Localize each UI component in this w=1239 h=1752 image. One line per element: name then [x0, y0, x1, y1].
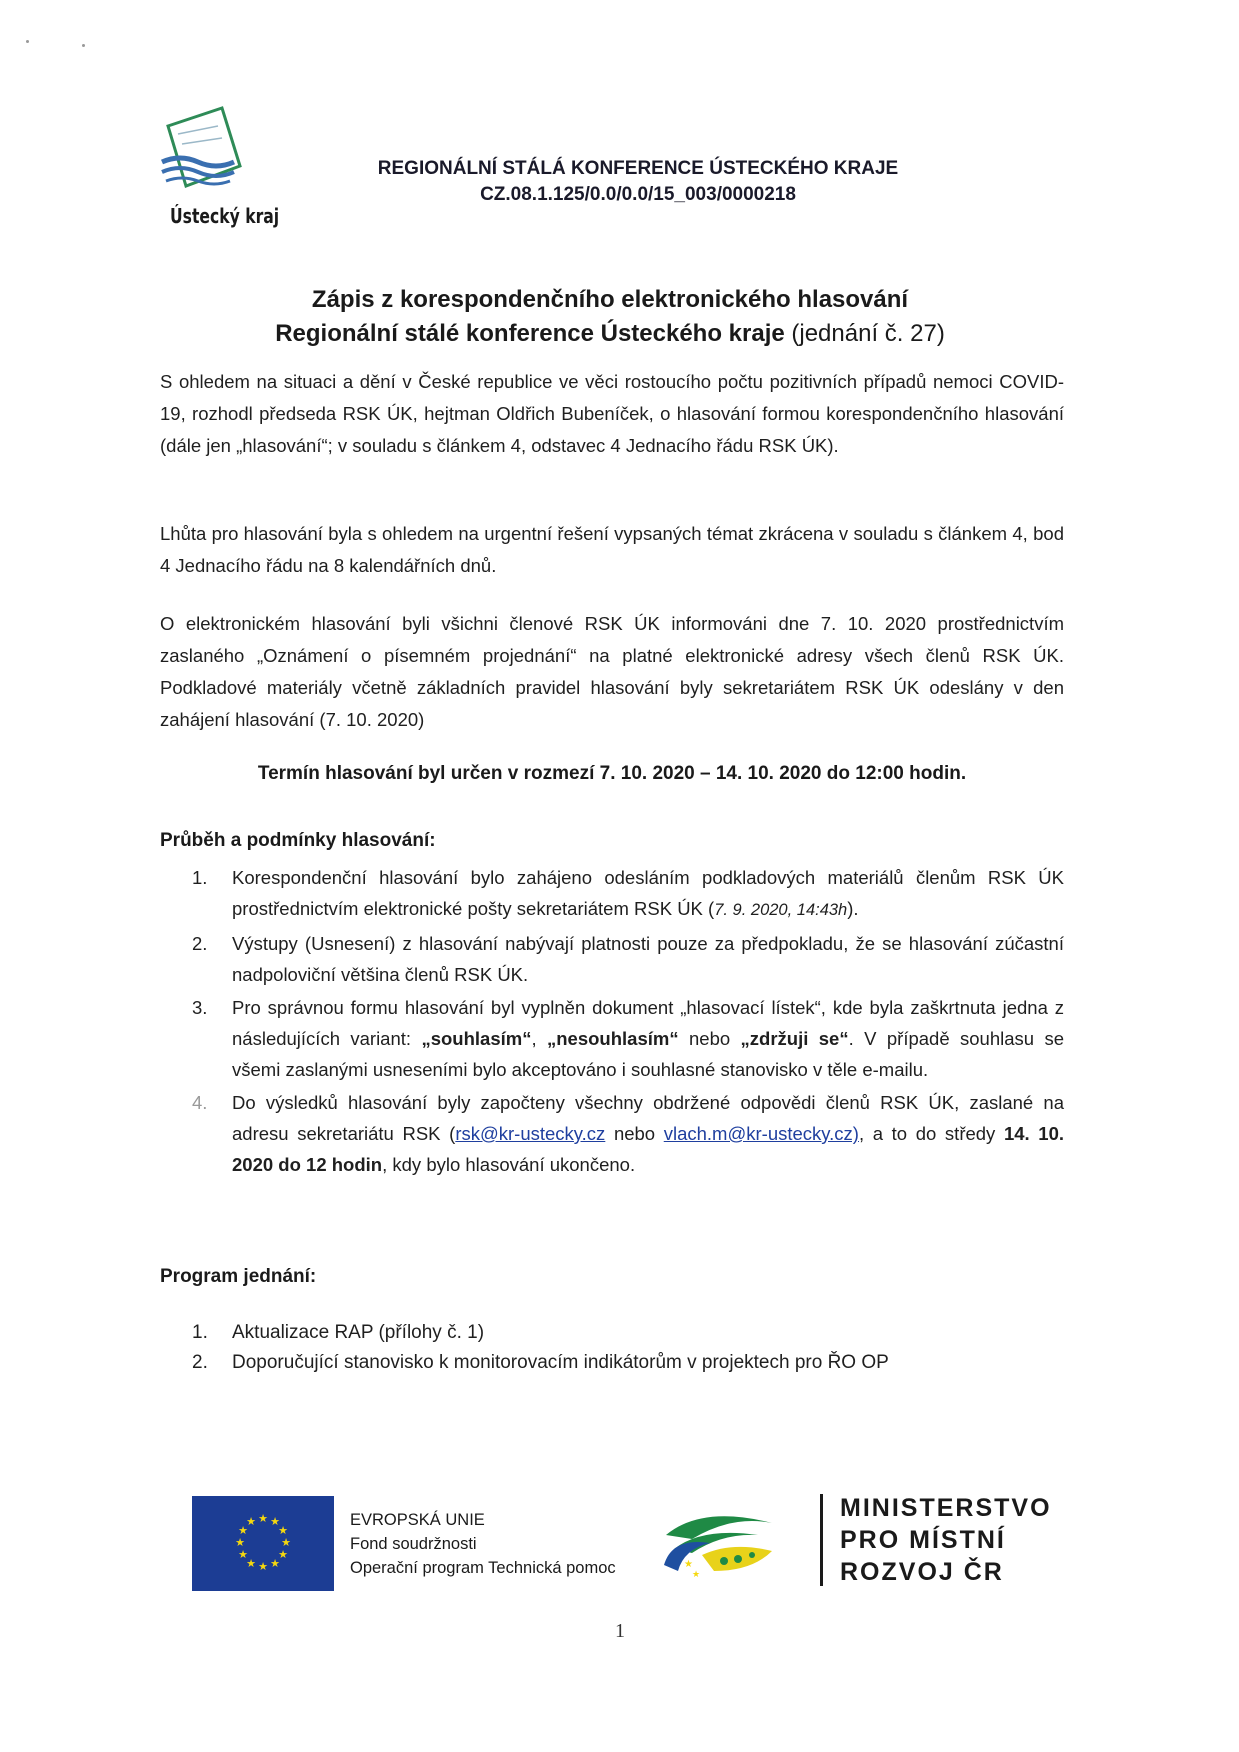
svg-text:★: ★: [278, 1548, 288, 1561]
svg-text:★: ★: [246, 1515, 256, 1528]
program-heading: Program jednání:: [160, 1266, 317, 1287]
svg-text:★: ★: [684, 1559, 693, 1570]
list-number: 1.: [192, 1322, 208, 1343]
paragraph-intro: S ohledem na situaci a dění v České republice ve věci rostoucího počtu pozitivních případů nemoci COVID-19, rozhodl předseda RSK ÚK, hejtman Oldřich Bubeníček, o hlasování formou korespondenčního hlasování (dále jen „hlasování“; v souladu s článkem 4, odstavec 4 Jednacího řádu RSK ÚK).: [160, 371, 1064, 456]
list-number: 4.: [192, 1092, 208, 1113]
region-logo: [160, 104, 290, 244]
option-agree: „souhlasím“: [421, 1028, 532, 1049]
eu-stars-icon: [192, 1496, 334, 1591]
svg-text:★: ★: [270, 1515, 280, 1528]
deadline-bold: 14. 10. 2020 do 12 hodin: [232, 1123, 1065, 1175]
svg-text:★: ★: [278, 1524, 288, 1537]
voting-term: Termín hlasování byl určen v rozmezí 7. 10. 2020 – 14. 10. 2020 do 12:00 hodin.: [257, 763, 967, 784]
option-disagree: „nesouhlasím“: [547, 1028, 679, 1049]
scan-speck: [82, 44, 85, 47]
svg-text:★: ★: [258, 1512, 268, 1525]
list-item: 4. Do výsledků hlasování byly započteny všechny obdržené odpovědi členů RSK ÚK, zaslané na adresu sekretariátu RSK (rsk@kr-ustecky.cz nebo vlach.m@kr-ustecky.cz), a to do středy 14. 10. 2020 do 12 hodin, kdy bylo hlasování ukončeno.: [160, 1087, 1064, 1180]
conditions-list: [160, 862, 1064, 1182]
svg-text:★: ★: [238, 1548, 248, 1561]
svg-text:★: ★: [270, 1557, 280, 1570]
list-item: 3. Pro správnou formu hlasování byl vyplněn dokument „hlasovací lístek“, kde byla zaškrtnuta jedna z následujících variant: „souhlasím“, „nesouhlasím“ nebo „zdržuji se“. V případě souhlasu se všemi zaslanými usneseními bylo akceptováno i souhlasné stanovisko v těle e-mailu.: [160, 992, 1064, 1085]
document-title: [160, 283, 1060, 351]
list-item: 2. Doporučující stanovisko k monitorovacím indikátorům v projektech pro ŘO OP: [160, 1348, 1064, 1378]
svg-text:★: ★: [238, 1524, 248, 1537]
list-item: 2. Výstupy (Usnesení) z hlasování nabývají platnosti pouze za předpokladu, že se hlasování zúčastní nadpoloviční většina členů RSK ÚK.: [160, 928, 1064, 990]
option-abstain: „zdržuji se“: [740, 1028, 849, 1049]
title-line-2: Regionální stálé konference Ústeckého kraje: [275, 320, 785, 347]
email-link-vlach[interactable]: vlach.m@kr-ustecky.cz): [663, 1123, 859, 1144]
list-number: 2.: [192, 933, 208, 954]
title-line-1: Zápis z korespondenčního elektronického hlasování: [311, 286, 909, 313]
eu-text: EVROPSKÁ UNIE Fond soudržnosti Operační program Technická pomoc: [350, 1511, 616, 1577]
svg-text:★: ★: [235, 1536, 245, 1549]
region-logo-caption: Ústecký kraj: [170, 204, 280, 228]
region-logo-icon: [160, 104, 260, 204]
registration-number: CZ.08.1.125/0.0/0.0/15_003/0000218: [480, 184, 796, 205]
list-number: 1.: [192, 867, 208, 888]
paragraph-notification: O elektronickém hlasování byli všichni členové RSK ÚK informováni dne 7. 10. 2020 prostřednictvím zaslaného „Oznámení o písemném projednání“ na platné elektronické adresy všech členů RSK ÚK. Podkladové materiály včetně základních pravidel hlasování byly sekretariátem RSK ÚK odeslány v den zahájení hlasování (7. 10. 2020): [160, 613, 1064, 730]
mmr-logo-icon: [662, 1505, 802, 1590]
ministry-name: MINISTERSTVO PRO MÍSTNÍ ROZVOJ ČR: [840, 1494, 1052, 1586]
svg-text:★: ★: [258, 1560, 268, 1573]
conference-title: REGIONÁLNÍ STÁLÁ KONFERENCE ÚSTECKÉHO KRAJE: [377, 158, 899, 179]
program-list: [160, 1318, 1064, 1378]
list-item: 1. Aktualizace RAP (přílohy č. 1): [160, 1318, 1064, 1348]
list-item: 1. Korespondenční hlasování bylo zahájeno odesláním podkladových materiálů členům RSK ÚK prostřednictvím elektronické pošty sekretariátem RSK ÚK (7. 9. 2020, 14:43h).: [160, 862, 1064, 926]
email-link-rsk[interactable]: rsk@kr-ustecky.cz: [455, 1123, 606, 1144]
conditions-heading: Průběh a podmínky hlasování:: [160, 830, 436, 851]
header-title: [318, 156, 958, 208]
svg-text:★: ★: [692, 1570, 701, 1580]
eu-flag-icon: [192, 1496, 334, 1591]
paragraph-deadline: Lhůta pro hlasování byla s ohledem na urgentní řešení vypsaných témat zkrácena v souladu s článkem 4, bod 4 Jednacího řádu na 8 kalendářních dnů.: [160, 523, 1064, 576]
mmr-divider: [820, 1494, 823, 1586]
scan-speck: [26, 40, 29, 43]
svg-text:★: ★: [281, 1536, 291, 1549]
title-line-2-rest: (jednání č. 27): [784, 320, 945, 347]
list-number: 2.: [192, 1352, 208, 1373]
page-number: 1: [615, 1620, 625, 1642]
list-number: 3.: [192, 997, 208, 1018]
svg-text:★: ★: [246, 1557, 256, 1570]
